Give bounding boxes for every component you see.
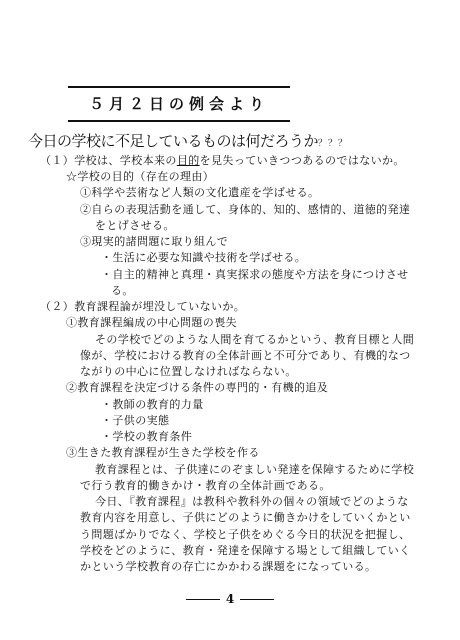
body-line: ・自主的精神と真理・真実探求の態度や方法を身につけさせ [101, 268, 409, 281]
body-line: その学校でどのような人間を育てるかという、教育目標と人間 [95, 333, 415, 346]
underlined-word: 目的 [176, 154, 200, 167]
body-line: う問題ばかりでなく、学校と子供をめぐる今日的状況を把握し、 [80, 528, 411, 541]
body-line: ②教育課程を決定づける条件の専門的・有機的追及 [66, 381, 329, 394]
body-line: ③生きた教育課程が生きた学校を作る [66, 446, 260, 459]
body-line: かという学校教育の存亡にかかわる課題をになっている。 [80, 560, 377, 573]
body-line: ①科学や芸術など人類の文化遺産を学ばせる。 [80, 186, 320, 199]
body-line: ③現実的諸問題に取り組んで [80, 235, 229, 248]
main-heading-text: 今日の学校に不足しているものは何だろうか [28, 132, 319, 150]
body-line: 今日、『教育課程』は教科や教科外の個々の領域でどのような [95, 495, 409, 508]
body-line: ②自らの表現活動を通して、身体的、知的、感情的、道徳的発達 [80, 203, 411, 216]
body-line: で行う教育的働きかけ・教育の全体計画である。 [80, 479, 331, 492]
line-text: （１）学校は、学校本来の [40, 154, 177, 167]
body-line: ①教育課程編成の中心問題の喪失 [66, 316, 237, 329]
page-number: 4 [225, 592, 235, 606]
body-line: ・教師の教育的力量 [101, 398, 204, 411]
body-line: ☆学校の目的（存在の理由） [66, 170, 215, 183]
title-box [68, 86, 290, 122]
question-marks: ？？？ [318, 139, 349, 149]
body-line: る。 [111, 284, 134, 297]
body-line: （２）教育課程論が埋没していないか。 [40, 300, 246, 313]
page-title: ５月２日の例会より [88, 95, 269, 113]
body-line: 教育内容を用意し、子供にどのように働きかけをしていくかとい [80, 511, 411, 524]
body-line: をとげさせる。 [95, 219, 175, 232]
line-text: を見失っていきつつあるのではないか。 [199, 154, 405, 167]
body-line: ・子供の実態 [101, 414, 170, 427]
body-line: 学校をどのように、教育・発達を保障する場として組織していく [80, 544, 411, 557]
body-line [40, 154, 405, 168]
page-footer [0, 592, 460, 606]
body-line: ながりの中心に位置しなければならない。 [80, 365, 297, 378]
footer-dash-left [186, 599, 220, 600]
body-line: ・生活に必要な知識や技術を学ばせる。 [101, 251, 307, 264]
body-line: 教育課程とは、子供達にのぞましい発達を保障するために学校 [95, 463, 415, 476]
main-heading [28, 130, 348, 151]
body-line: 像が、学校における教育の全体計画と不可分であり、有機的なつ [80, 349, 411, 362]
footer-dash-right [240, 599, 274, 600]
body-line: ・学校の教育条件 [101, 430, 193, 443]
